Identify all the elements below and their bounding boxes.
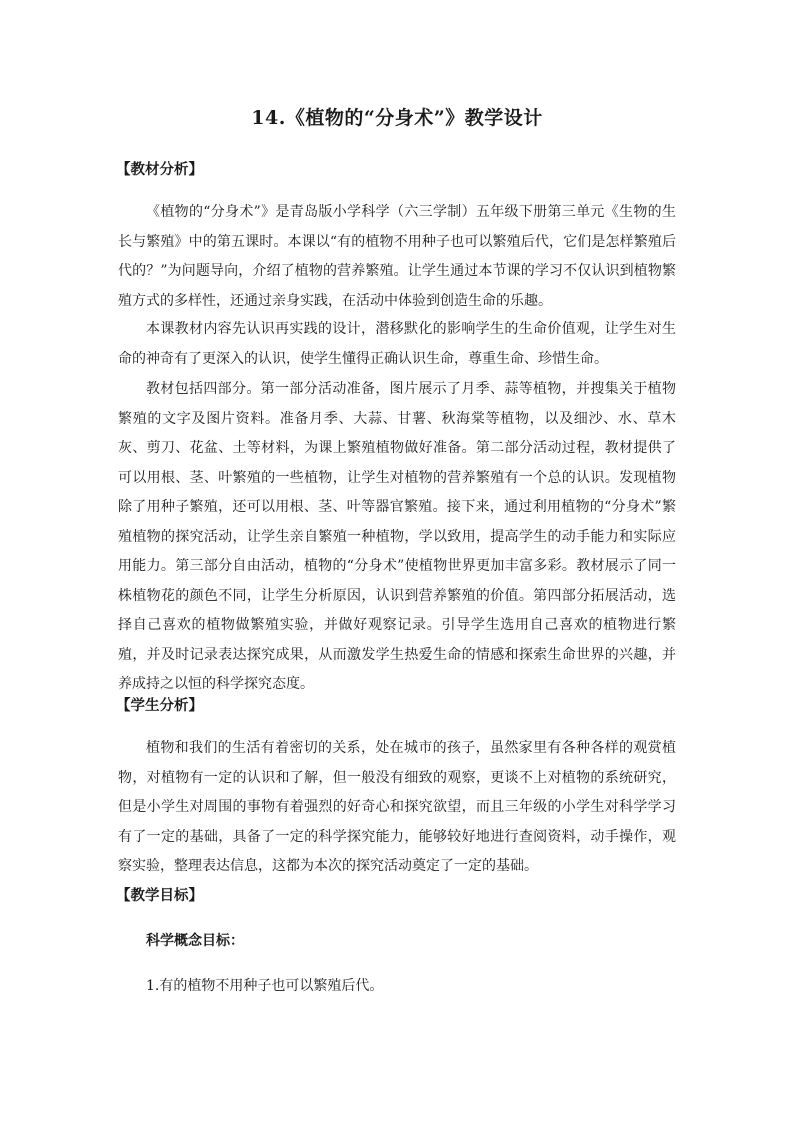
subheading-science-concepts: 科学概念目标：: [146, 933, 244, 949]
section-heading-students: 【学生分析】: [116, 697, 203, 714]
section-heading-material: 【教材分析】: [116, 161, 203, 178]
document-title: 14.《植物的“分身术”》教学设计: [251, 107, 543, 129]
paragraph-material-1: 《植物的“分身术”》是青岛版小学科学（六三学制）五年级下册第三单元《生物的生长与繁殖》中的第五课时。本课以“有的植物不用种子也可以繁殖后代，它们是怎样繁殖后代的？”为问题导向，介绍了植物的营养繁殖。让学生通过本节课的学习不仅认识到植物繁殖方式的多样性，还通过亲身实践，在活动中体验到创造生命的乐趣。: [118, 204, 676, 309]
goal-item-1: 1.有的植物不用种子也可以繁殖后代。: [146, 978, 384, 994]
paragraph-material-3: 教材包括四部分。第一部分活动准备，图片展示了月季、蒜等植物，并搜集关于植物繁殖的文字及图片资料。准备月季、大蒜、甘薯、秋海棠等植物，以及细沙、水、草木灰、剪刀、花盆、土等材料，为课上繁殖植物做好准备。第二部分活动过程，教材提供了可以用根、茎、叶繁殖的一些植物，让学生对植物的营养繁殖有一个总的认识。发现植物除了用种子繁殖，还可以用根、茎、叶等器官繁殖。接下来，通过利用植物的“分身术”繁殖植物的探究活动，让学生亲自繁殖一种植物，学以致用，提高学生的动手能力和实际应用能力。第三部分自由活动，植物的“分身术”使植物世界更加丰富多彩。教材展示了同一株植物花的颜色不同，让学生分析原因，认识到营养繁殖的价值。第四部分拓展活动，选择自己喜欢的植物做繁殖实验，并做好观察记录。引导学生选用自己喜欢的植物进行繁殖，并及时记录表达探究成果，从而激发学生热爱生命的情感和探索生命世界的兴趣，并养成持之以恒的科学探究态度。: [118, 381, 676, 692]
paragraph-material-2: 本课教材内容先认识再实践的设计，潜移默化的影响学生的生命价值观，让学生对生命的神奇有了更深入的认识，使学生懂得正确认识生命，尊重生命、珍惜生命。: [118, 321, 676, 367]
section-heading-goals: 【教学目标】: [116, 887, 203, 904]
paragraph-students-1: 植物和我们的生活有着密切的关系，处在城市的孩子，虽然家里有各种各样的观赏植物，对植物有一定的认识和了解，但一般没有细致的观察，更谈不上对植物的系统研究，但是小学生对周围的事物有着强烈的好奇心和探究欲望，而且三年级的小学生对科学学习有了一定的基础，具备了一定的科学探究能力，能够较好地进行查阅资料，动手操作，观察实验，整理表达信息，这都为本次的探究活动奠定了一定的基础。: [118, 740, 676, 874]
